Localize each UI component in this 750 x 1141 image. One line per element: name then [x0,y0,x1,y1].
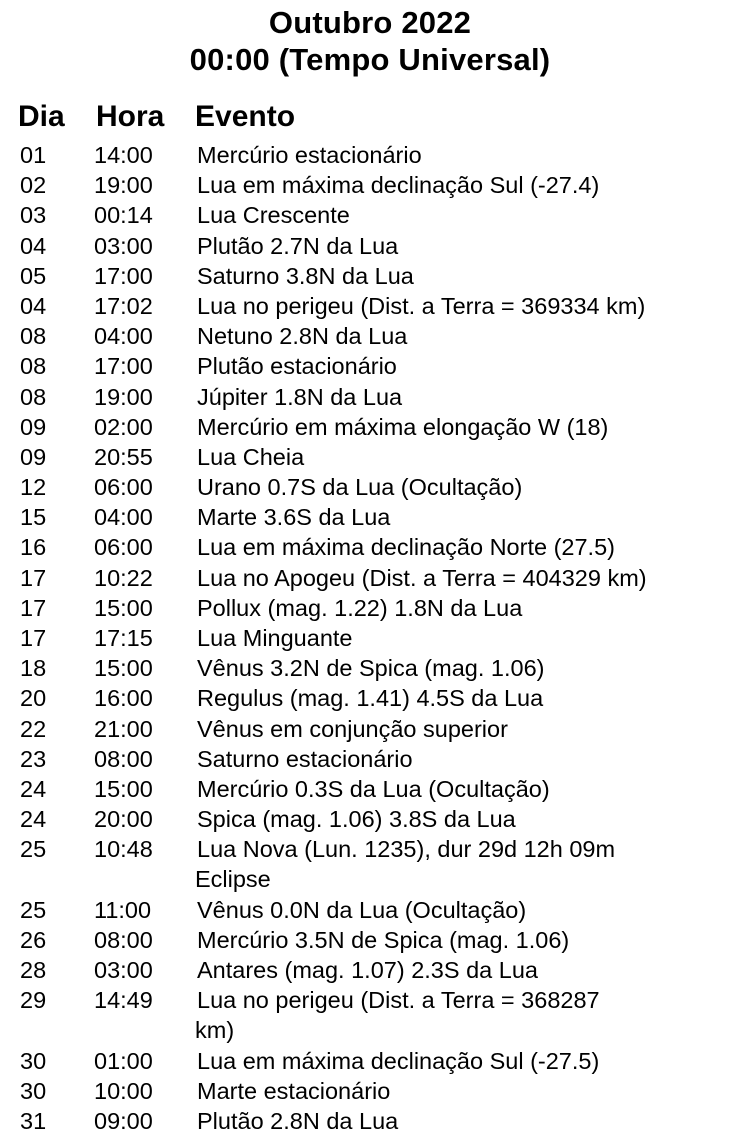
cell-dia: 08 [20,353,47,380]
table-row [0,774,750,804]
cell-hora: 04:00 [94,323,153,350]
cell-evento: Plutão 2.8N da Lua [197,1108,399,1135]
cell-dia: 01 [20,142,47,168]
table-row [0,925,750,955]
cell-evento: Lua no perigeu (Dist. a Terra = 368287 [197,987,600,1014]
cell-evento: Lua em máxima declinação Norte (27.5) [197,534,615,561]
cell-dia: 08 [20,383,47,410]
cell-evento: Saturno estacionário [197,745,413,772]
table-row [0,714,750,744]
table-row [0,291,750,321]
cell-evento: Lua no perigeu (Dist. a Terra = 369334 km) [197,292,646,319]
cell-evento: Mercúrio 3.5N de Spica (mag. 1.06) [197,926,570,953]
cell-hora: 08:00 [94,745,153,772]
cell-dia: 16 [20,534,47,561]
cell-evento: Saturno 3.8N da Lua [197,262,414,289]
cell-hora: 17:02 [94,292,153,319]
cell-hora: 17:00 [94,353,153,380]
cell-evento: Mercúrio em máxima elongação W (18) [197,413,609,440]
cell-evento: Mercúrio estacionário [197,142,422,168]
cell-dia: 09 [20,443,47,470]
table-row [0,382,750,412]
cell-evento: Vênus em conjunção superior [197,715,508,742]
cell-evento: Antares (mag. 1.07) 2.3S da Lua [197,957,538,984]
table-row [0,170,750,200]
table-row [0,351,750,381]
cell-evento: Plutão 2.7N da Lua [197,232,399,259]
table-row [0,985,750,1045]
cell-dia: 04 [20,232,47,259]
table-row [0,472,750,502]
cell-dia: 02 [20,172,47,199]
cell-dia: 22 [20,715,47,742]
cell-dia: 04 [20,292,47,319]
cell-hora: 08:00 [94,926,153,953]
cell-evento: Mercúrio 0.3S da Lua (Ocultação) [197,775,550,802]
table-row [0,231,750,261]
cell-dia: 12 [20,474,47,501]
cell-evento: Lua Crescente [197,202,350,229]
column-header-dia: Dia [18,100,65,133]
cell-evento: Marte 3.6S da Lua [197,504,391,531]
cell-evento: Júpiter 1.8N da Lua [197,383,403,410]
cell-evento: Lua em máxima declinação Sul (-27.5) [197,1047,600,1074]
table-row [0,442,750,472]
cell-dia: 17 [20,594,47,621]
cell-dia: 25 [20,836,47,863]
cell-evento: Vênus 0.0N da Lua (Ocultação) [197,896,527,923]
cell-dia: 23 [20,745,47,772]
cell-evento: Spica (mag. 1.06) 3.8S da Lua [197,806,516,833]
table-row [0,593,750,623]
cell-hora: 03:00 [94,957,153,984]
cell-dia: 31 [20,1108,47,1135]
cell-hora: 06:00 [94,474,153,501]
table-row [0,895,750,925]
table-row [0,412,750,442]
cell-hora: 11:00 [94,896,152,923]
cell-dia: 24 [20,806,47,833]
cell-dia: 17 [20,625,47,651]
cell-hora: 00:14 [94,202,153,229]
table-row [0,1076,750,1106]
cell-hora: 19:00 [94,172,153,199]
cell-dia: 30 [20,1047,47,1074]
table-row [0,804,750,834]
cell-hora: 15:00 [94,775,153,802]
cell-hora: 10:48 [94,836,153,863]
cell-hora: 02:00 [94,413,153,440]
cell-hora: 14:49 [94,987,153,1014]
table-row [0,140,750,170]
table-row [0,532,750,562]
events-table [0,140,750,1136]
cell-dia: 17 [20,564,47,591]
cell-hora: 01:00 [94,1047,153,1074]
cell-hora: 20:00 [94,806,153,833]
cell-hora: 09:00 [94,1108,153,1135]
table-row [0,683,750,713]
cell-dia: 03 [20,202,47,229]
column-header-evento: Evento [195,100,296,133]
table-row [0,834,750,894]
cell-hora: 03:00 [94,232,153,259]
cell-dia: 26 [20,926,47,953]
table-row [0,502,750,532]
cell-hora: 15:00 [94,594,153,621]
table-row [0,261,750,291]
table-row [0,200,750,230]
cell-hora: 20:55 [94,443,153,470]
table-row [0,321,750,351]
cell-dia: 30 [20,1077,47,1104]
cell-evento: Plutão estacionário [197,353,397,380]
cell-evento: Netuno 2.8N da Lua [197,323,408,350]
cell-evento: Vênus 3.2N de Spica (mag. 1.06) [197,655,545,682]
cell-dia: 28 [20,957,47,984]
cell-dia: 29 [20,987,47,1014]
table-row [0,653,750,683]
cell-evento: Lua Minguante [197,625,353,651]
table-row [0,744,750,774]
cell-dia: 25 [20,896,47,923]
cell-hora: 15:00 [94,655,153,682]
cell-evento-continuation: km) [195,1017,235,1044]
page-title: Outubro 2022 [268,5,472,40]
cell-evento-continuation: Eclipse [195,866,271,893]
cell-evento: Regulus (mag. 1.41) 4.5S da Lua [197,685,544,712]
table-row [0,1106,750,1136]
cell-dia: 08 [20,323,47,350]
cell-hora: 19:00 [94,383,153,410]
cell-dia: 15 [20,504,47,531]
cell-dia: 20 [20,685,47,712]
table-row [0,955,750,985]
cell-evento: Pollux (mag. 1.22) 1.8N da Lua [197,594,523,621]
column-header-hora: Hora [96,100,165,133]
cell-hora: 21:00 [94,715,153,742]
cell-hora: 16:00 [94,685,153,712]
table-row [0,563,750,593]
cell-dia: 09 [20,413,47,440]
table-row [0,1046,750,1076]
cell-hora: 17:15 [94,625,153,651]
cell-dia: 24 [20,775,47,802]
cell-evento: Lua em máxima declinação Sul (-27.4) [197,172,600,199]
cell-evento: Lua Nova (Lun. 1235), dur 29d 12h 09m [197,836,616,863]
cell-hora: 04:00 [94,504,153,531]
cell-hora: 10:22 [94,564,153,591]
cell-hora: 17:00 [94,262,153,289]
cell-dia: 18 [20,655,47,682]
cell-dia: 05 [20,262,47,289]
cell-evento: Urano 0.7S da Lua (Ocultação) [197,474,523,501]
cell-hora: 06:00 [94,534,153,561]
cell-hora: 10:00 [94,1077,153,1104]
page-subtitle: 00:00 (Tempo Universal) [189,42,551,77]
cell-evento: Lua no Apogeu (Dist. a Terra = 404329 km) [197,564,647,591]
cell-hora: 14:00 [94,142,153,168]
cell-evento: Lua Cheia [197,443,305,470]
table-row [0,623,750,653]
cell-evento: Marte estacionário [197,1077,391,1104]
